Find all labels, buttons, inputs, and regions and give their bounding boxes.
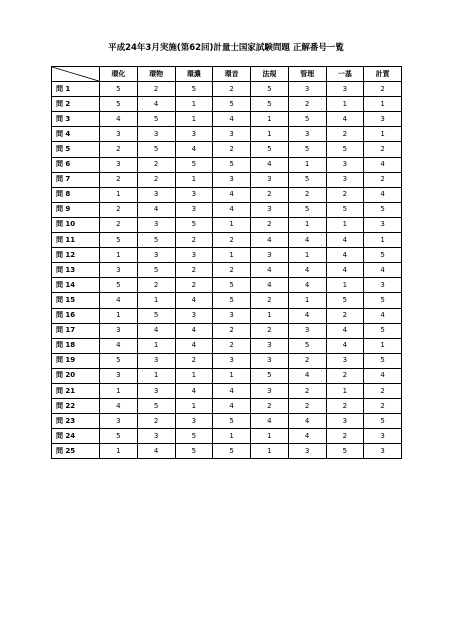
- answer-cell: 1: [364, 338, 402, 353]
- answer-cell: 1: [213, 429, 251, 444]
- answer-cell: 4: [364, 263, 402, 278]
- question-label: 問 25: [52, 444, 100, 459]
- answer-cell: 5: [213, 97, 251, 112]
- question-label: 問 4: [52, 127, 100, 142]
- answer-cell: 1: [175, 399, 213, 414]
- answer-cell: 5: [326, 202, 364, 217]
- table-row: [52, 414, 402, 429]
- answer-cell: 1: [251, 308, 289, 323]
- column-header: 環濃: [175, 67, 213, 82]
- answer-cell: 3: [364, 217, 402, 232]
- answer-cell: 5: [364, 323, 402, 338]
- answer-cell: 4: [137, 202, 175, 217]
- answer-cell: 4: [137, 444, 175, 459]
- answer-cell: 5: [326, 293, 364, 308]
- question-label: 問 5: [52, 142, 100, 157]
- question-label: 問 9: [52, 202, 100, 217]
- answer-cell: 3: [100, 323, 138, 338]
- answer-cell: 5: [175, 157, 213, 172]
- answer-cell: 2: [364, 82, 402, 97]
- answer-cell: 5: [288, 142, 326, 157]
- answer-cell: 2: [100, 217, 138, 232]
- answer-cell: 5: [100, 278, 138, 293]
- question-label: 問 19: [52, 353, 100, 368]
- table-row: [52, 172, 402, 187]
- answer-cell: 3: [213, 127, 251, 142]
- answer-cell: 2: [137, 414, 175, 429]
- table-row: [52, 353, 402, 368]
- question-label: 問 6: [52, 157, 100, 172]
- answer-cell: 3: [137, 187, 175, 202]
- answer-cell: 4: [175, 293, 213, 308]
- answer-cell: 5: [364, 202, 402, 217]
- answer-cell: 5: [288, 202, 326, 217]
- question-label: 問 13: [52, 263, 100, 278]
- answer-cell: 2: [326, 399, 364, 414]
- answer-cell: 1: [175, 112, 213, 127]
- answer-cell: 3: [137, 383, 175, 398]
- answer-cell: 1: [251, 112, 289, 127]
- answer-cell: 1: [326, 217, 364, 232]
- answer-cell: 5: [213, 444, 251, 459]
- answer-cell: 1: [326, 278, 364, 293]
- column-header: 計質: [364, 67, 402, 82]
- table-row: [52, 338, 402, 353]
- question-label: 問 16: [52, 308, 100, 323]
- table-row: [52, 112, 402, 127]
- answer-cell: 5: [100, 82, 138, 97]
- answer-cell: 5: [137, 399, 175, 414]
- answer-cell: 2: [213, 323, 251, 338]
- answer-cell: 2: [175, 263, 213, 278]
- answer-cell: 3: [288, 82, 326, 97]
- answer-cell: 3: [175, 308, 213, 323]
- answer-cell: 2: [251, 187, 289, 202]
- answer-cell: 3: [251, 338, 289, 353]
- answer-cell: 4: [326, 323, 364, 338]
- answer-cell: 4: [326, 233, 364, 248]
- answer-cell: 2: [137, 172, 175, 187]
- table-row: [52, 444, 402, 459]
- question-label: 問 15: [52, 293, 100, 308]
- question-label: 問 18: [52, 338, 100, 353]
- answer-cell: 2: [326, 187, 364, 202]
- answer-cell: 4: [213, 383, 251, 398]
- answer-cell: 5: [364, 248, 402, 263]
- answer-cell: 5: [137, 142, 175, 157]
- answer-cell: 5: [137, 308, 175, 323]
- answer-cell: 5: [137, 263, 175, 278]
- answer-cell: 2: [364, 399, 402, 414]
- table-row: [52, 429, 402, 444]
- answer-cell: 4: [213, 202, 251, 217]
- answer-cell: 4: [364, 368, 402, 383]
- answer-cell: 3: [100, 414, 138, 429]
- answer-cell: 3: [326, 172, 364, 187]
- answer-cell: 1: [137, 293, 175, 308]
- question-label: 問 2: [52, 97, 100, 112]
- answer-cell: 3: [137, 353, 175, 368]
- answer-cell: 4: [100, 338, 138, 353]
- answer-cell: 4: [288, 278, 326, 293]
- answer-cell: 1: [100, 383, 138, 398]
- answer-cell: 2: [288, 399, 326, 414]
- corner-cell: [52, 67, 100, 82]
- answer-cell: 4: [288, 414, 326, 429]
- answer-cell: 5: [213, 414, 251, 429]
- answer-cell: 3: [100, 263, 138, 278]
- answer-cell: 2: [213, 263, 251, 278]
- answer-cell: 5: [137, 112, 175, 127]
- answer-cell: 3: [326, 82, 364, 97]
- answer-cell: 1: [251, 444, 289, 459]
- table-row: [52, 278, 402, 293]
- answer-cell: 4: [251, 263, 289, 278]
- answer-cell: 4: [100, 293, 138, 308]
- answer-cell: 1: [175, 368, 213, 383]
- answer-cell: 4: [137, 97, 175, 112]
- answer-cell: 1: [100, 248, 138, 263]
- question-label: 問 7: [52, 172, 100, 187]
- answer-cell: 1: [326, 383, 364, 398]
- answer-cell: 3: [175, 414, 213, 429]
- answer-cell: 2: [213, 82, 251, 97]
- answer-cell: 5: [213, 278, 251, 293]
- table-row: [52, 202, 402, 217]
- answer-cell: 4: [137, 323, 175, 338]
- answer-cell: 4: [100, 399, 138, 414]
- answer-cell: 2: [364, 172, 402, 187]
- answer-cell: 2: [251, 323, 289, 338]
- answer-cell: 1: [175, 97, 213, 112]
- answer-cell: 5: [175, 217, 213, 232]
- table-row: [52, 142, 402, 157]
- answer-cell: 5: [251, 142, 289, 157]
- answer-cell: 5: [100, 97, 138, 112]
- answer-cell: 3: [364, 429, 402, 444]
- answer-cell: 3: [364, 278, 402, 293]
- answer-cell: 2: [288, 97, 326, 112]
- answer-cell: 4: [288, 368, 326, 383]
- answer-cell: 2: [213, 233, 251, 248]
- table-row: [52, 82, 402, 97]
- answer-cell: 3: [251, 172, 289, 187]
- answer-cell: 4: [326, 338, 364, 353]
- answer-cell: 4: [100, 112, 138, 127]
- answer-cell: 2: [213, 142, 251, 157]
- answer-cell: 3: [326, 157, 364, 172]
- answer-cell: 1: [100, 308, 138, 323]
- answer-cell: 5: [175, 429, 213, 444]
- question-label: 問 21: [52, 383, 100, 398]
- answer-cell: 5: [213, 293, 251, 308]
- column-header: 管理: [288, 67, 326, 82]
- table-row: [52, 293, 402, 308]
- question-label: 問 20: [52, 368, 100, 383]
- answer-cell: 1: [137, 368, 175, 383]
- answer-cell: 4: [364, 187, 402, 202]
- answer-cell: 5: [288, 172, 326, 187]
- table-row: [52, 399, 402, 414]
- answer-cell: 5: [288, 338, 326, 353]
- answer-cell: 4: [326, 248, 364, 263]
- answer-cell: 4: [251, 233, 289, 248]
- answer-cell: 1: [213, 248, 251, 263]
- table-row: [52, 383, 402, 398]
- answer-cell: 2: [100, 202, 138, 217]
- answer-cell: 5: [175, 444, 213, 459]
- answer-cell: 4: [288, 429, 326, 444]
- answer-cell: 2: [251, 217, 289, 232]
- answer-cell: 2: [137, 82, 175, 97]
- answer-cell: 2: [251, 399, 289, 414]
- answer-cell: 4: [175, 142, 213, 157]
- table-row: [52, 187, 402, 202]
- column-header: 環音: [213, 67, 251, 82]
- question-label: 問 3: [52, 112, 100, 127]
- question-label: 問 11: [52, 233, 100, 248]
- table-row: [52, 248, 402, 263]
- answer-cell: 3: [251, 202, 289, 217]
- answer-cell: 3: [326, 414, 364, 429]
- answer-cell: 5: [251, 368, 289, 383]
- question-label: 問 14: [52, 278, 100, 293]
- answer-cell: 1: [288, 157, 326, 172]
- answer-cell: 4: [364, 157, 402, 172]
- answer-cell: 2: [100, 142, 138, 157]
- answer-cell: 3: [364, 112, 402, 127]
- answer-cell: 4: [175, 338, 213, 353]
- question-label: 問 8: [52, 187, 100, 202]
- table-row: [52, 323, 402, 338]
- diagonal-line: [52, 67, 99, 81]
- answer-cell: 1: [326, 97, 364, 112]
- answer-cell: 2: [288, 353, 326, 368]
- table-row: [52, 97, 402, 112]
- answer-cell: 2: [288, 187, 326, 202]
- answer-cell: 2: [251, 293, 289, 308]
- question-label: 問 12: [52, 248, 100, 263]
- answer-cell: 2: [326, 429, 364, 444]
- answer-cell: 4: [288, 263, 326, 278]
- answer-cell: 2: [364, 383, 402, 398]
- answer-cell: 4: [326, 263, 364, 278]
- answer-cell: 3: [137, 217, 175, 232]
- answer-cell: 1: [251, 429, 289, 444]
- answer-cell: 3: [251, 353, 289, 368]
- table-row: [52, 233, 402, 248]
- answer-cell: 5: [175, 82, 213, 97]
- answer-cell: 3: [175, 202, 213, 217]
- answer-cell: 2: [326, 127, 364, 142]
- answer-cell: 4: [251, 278, 289, 293]
- answer-cell: 1: [251, 127, 289, 142]
- question-label: 問 23: [52, 414, 100, 429]
- answer-cell: 3: [326, 353, 364, 368]
- answer-cell: 5: [100, 233, 138, 248]
- header-row: [52, 67, 402, 82]
- answer-cell: 3: [100, 368, 138, 383]
- answer-cell: 3: [137, 429, 175, 444]
- answer-cell: 1: [364, 127, 402, 142]
- table-row: [52, 263, 402, 278]
- answer-cell: 1: [288, 293, 326, 308]
- answer-cell: 3: [213, 172, 251, 187]
- answer-cell: 4: [288, 233, 326, 248]
- answer-cell: 1: [364, 97, 402, 112]
- answer-cell: 4: [251, 157, 289, 172]
- answer-cell: 4: [213, 112, 251, 127]
- answer-cell: 2: [175, 278, 213, 293]
- answer-cell: 4: [251, 414, 289, 429]
- table-row: [52, 308, 402, 323]
- answer-cell: 2: [175, 353, 213, 368]
- answer-cell: 3: [364, 444, 402, 459]
- answer-cell: 2: [288, 383, 326, 398]
- answer-cell: 5: [364, 353, 402, 368]
- answer-cell: 3: [175, 248, 213, 263]
- answer-cell: 4: [213, 187, 251, 202]
- answer-cell: 2: [137, 157, 175, 172]
- table-row: [52, 368, 402, 383]
- answer-cell: 2: [326, 308, 364, 323]
- answer-cell: 3: [288, 444, 326, 459]
- answer-cell: 3: [137, 127, 175, 142]
- answer-cell: 5: [326, 444, 364, 459]
- answer-cell: 3: [288, 127, 326, 142]
- answer-cell: 3: [213, 353, 251, 368]
- answer-cell: 5: [100, 429, 138, 444]
- answer-rows: [52, 82, 402, 459]
- answer-cell: 5: [137, 233, 175, 248]
- answer-cell: 5: [100, 353, 138, 368]
- answer-cell: 1: [213, 217, 251, 232]
- column-header: 法規: [251, 67, 289, 82]
- answer-cell: 1: [213, 368, 251, 383]
- answer-cell: 4: [213, 399, 251, 414]
- answer-cell: 5: [326, 142, 364, 157]
- answer-cell: 5: [288, 112, 326, 127]
- answer-cell: 3: [100, 127, 138, 142]
- table-row: [52, 127, 402, 142]
- column-header: 環物: [137, 67, 175, 82]
- answer-cell: 2: [326, 368, 364, 383]
- question-label: 問 1: [52, 82, 100, 97]
- answer-cell: 2: [137, 278, 175, 293]
- answer-cell: 3: [251, 248, 289, 263]
- table-row: [52, 157, 402, 172]
- answer-cell: 4: [288, 308, 326, 323]
- answer-cell: 2: [175, 233, 213, 248]
- answer-cell: 3: [137, 248, 175, 263]
- answer-cell: 3: [100, 157, 138, 172]
- answer-cell: 5: [364, 414, 402, 429]
- question-label: 問 22: [52, 399, 100, 414]
- question-label: 問 24: [52, 429, 100, 444]
- answer-cell: 3: [288, 323, 326, 338]
- answer-cell: 1: [175, 172, 213, 187]
- answer-cell: 4: [175, 323, 213, 338]
- column-header: 環化: [100, 67, 138, 82]
- table-row: [52, 217, 402, 232]
- answer-cell: 5: [213, 157, 251, 172]
- answer-cell: 5: [251, 97, 289, 112]
- answer-table: [51, 66, 402, 459]
- answer-cell: 4: [364, 308, 402, 323]
- page-title: 平成24年3月実施(第62回)計量士国家試験問題 正解番号一覧: [108, 43, 344, 53]
- answer-cell: 5: [251, 82, 289, 97]
- answer-cell: 4: [326, 112, 364, 127]
- answer-cell: 1: [137, 338, 175, 353]
- column-header: 一基: [326, 67, 364, 82]
- answer-cell: 2: [100, 172, 138, 187]
- answer-cell: 5: [364, 293, 402, 308]
- answer-cell: 1: [288, 248, 326, 263]
- answer-cell: 3: [251, 383, 289, 398]
- answer-cell: 2: [364, 142, 402, 157]
- answer-cell: 1: [288, 217, 326, 232]
- question-label: 問 10: [52, 217, 100, 232]
- answer-cell: 1: [100, 444, 138, 459]
- answer-cell: 3: [175, 187, 213, 202]
- answer-cell: 1: [364, 233, 402, 248]
- answer-cell: 3: [175, 127, 213, 142]
- answer-cell: 1: [100, 187, 138, 202]
- question-label: 問 17: [52, 323, 100, 338]
- answer-cell: 3: [213, 308, 251, 323]
- answer-cell: 4: [175, 383, 213, 398]
- answer-cell: 2: [213, 338, 251, 353]
